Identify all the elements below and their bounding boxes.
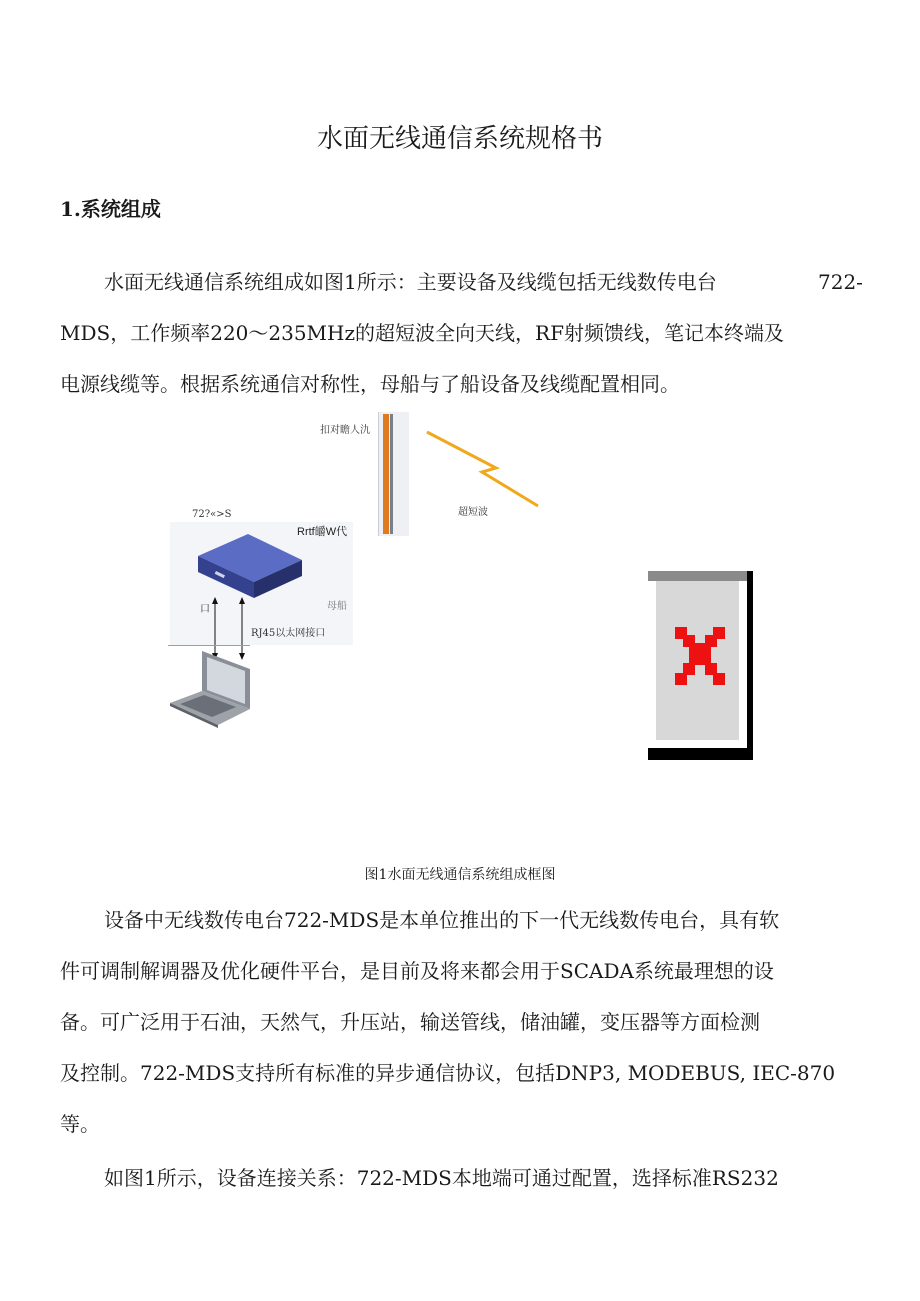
radio-device-icon	[196, 532, 306, 604]
rj45-label: RJ45以太网接口	[251, 628, 326, 639]
antenna-icon	[378, 412, 409, 536]
port-left-label: 口	[200, 604, 210, 615]
section-heading: 1.系统组成	[60, 197, 161, 221]
paragraph2-line3: 备。可广泛用于石油，天然气，升压站，输送管线，储油罐，变压器等方面检测	[60, 1010, 760, 1034]
figure-caption: 图1水面无线通信系统组成框图	[364, 867, 556, 883]
paragraph1-line3: 电源线缆等。根据系统通信对称性，母船与了船设备及线缆配置相同。	[60, 372, 680, 396]
lightning-icon	[424, 428, 542, 512]
paragraph1-line1-end: 722-	[818, 270, 863, 294]
divider-line	[168, 645, 250, 646]
paragraph3-line1: 如图1所示，设备连接关系：722-MDS本地端可通过配置，选择标准RS232	[104, 1166, 779, 1190]
rf-label: Rrtf皭W代	[297, 526, 348, 538]
document-title: 水面无线通信系统规格书	[316, 124, 603, 154]
paragraph2-line5: 等。	[60, 1112, 100, 1136]
mothership-label: 母船	[327, 601, 347, 612]
paragraph2-line1: 设备中无线数传电台722-MDS是本单位推出的下一代无线数传电台，具有软	[104, 908, 780, 932]
laptop-icon	[166, 647, 258, 729]
paragraph2-line2: 件可调制解调器及优化硬件平台，是目前及将来都会用于SCADA系统最理想的设	[60, 959, 774, 983]
paragraph2-line4: 及控制。722-MDS支持所有标准的异步通信协议，包括DNP3, MODEBUS, IEC-870	[60, 1061, 836, 1085]
radio-model-label: 72?«>S	[192, 509, 232, 520]
missing-image-icon	[648, 571, 753, 760]
paragraph1-line1: 水面无线通信系统组成如图1所示：主要设备及线缆包括无线数传电台	[104, 270, 717, 294]
wave-label: 超短波	[458, 507, 488, 518]
antenna-label: 扣对瞻人氿	[320, 425, 370, 436]
paragraph1-line2: MDS，工作频率220～235MHz的超短波全向天线，RF射频馈线，笔记本终端及	[60, 321, 784, 345]
